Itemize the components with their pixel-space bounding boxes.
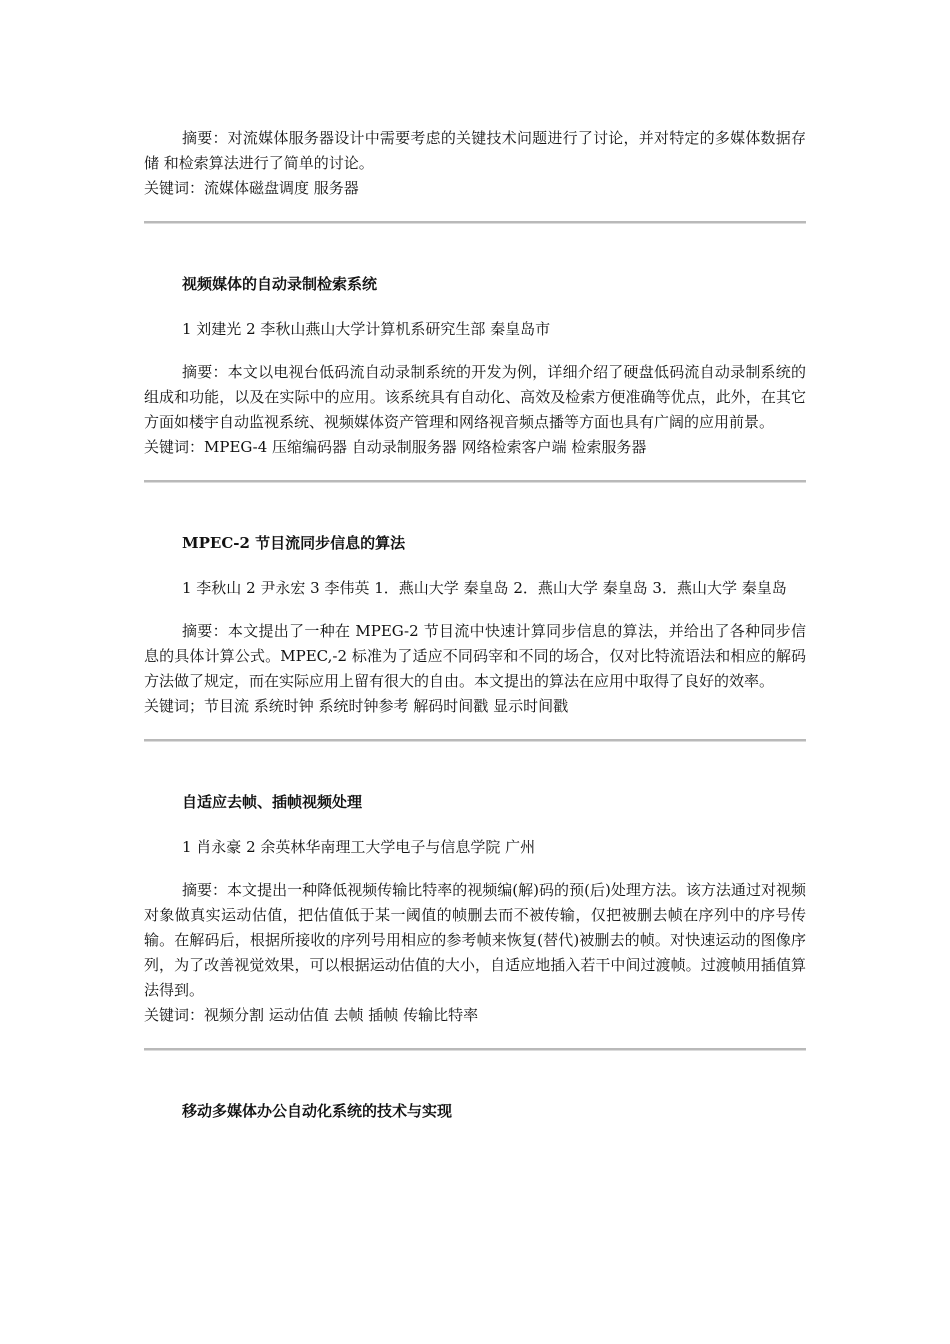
article-abstract: 摘要：本文提出了一种在 MPEG-2 节目流中快速计算同步信息的算法，并给出了各种同步信息的具体计算公式。MPEC,-2 标准为了适应不同码宰和不同的场合，仅对比特流语法和相应的解码方法做了规定，而在实际应用上留有很大的自由。本文提出的算法在应用中取得了良好的效率。: [144, 622, 806, 690]
article-title: 移动多媒体办公自动化系统的技术与实现: [182, 1102, 453, 1120]
article-keywords: 关键词：视频分割 运动估值 去帧 插帧 传输比特率: [144, 1006, 479, 1024]
article-title: 自适应去帧、插帧视频处理: [182, 793, 363, 811]
article-abstract: 摘要：本文以电视台低码流自动录制系统的开发为例，详细介绍了硬盘低码流自动录制系统的组成和功能，以及在实际中的应用。该系统具有自动化、高效及检索方便准确等优点，此外，在其它方面如楼宇自动监视系统、视频媒体资产管理和网络视音频点播等方面也具有广阔的应用前景。: [144, 363, 806, 431]
article-abstract: 摘要：本文提出一种降低视频传输比特率的视频编(解)码的预(后)处理方法。该方法通过对视频对象做真实运动估值，把估值低于某一阈值的帧删去而不被传输，仅把被删去帧在序列中的序号传输。在解码后，根据所接收的序列号用相应的参考帧来恢复(替代)被删去的帧。对快速运动的图像序列，为了改善视觉效果，可以根据运动估值的大小，自适应地插入若干中间过渡帧。过渡帧用插值算法得到。: [144, 881, 806, 999]
document-page: [144, 126, 806, 1124]
article-authors: 1 李秋山 2 尹永宏 3 李伟英 1．燕山大学 秦皇岛 2．燕山大学 秦皇岛 3．燕山大学 秦皇岛: [182, 579, 787, 597]
intro-abstract: 摘要：对流媒体服务器设计中需要考虑的关键技术问题进行了讨论，并对特定的多媒体数据存储 和检索算法进行了简单的讨论。: [144, 129, 806, 172]
article-keywords: 关键词；节目流 系统时钟 系统时钟参考 解码时间戳 显示时间戳: [144, 697, 569, 715]
article-authors: 1 肖永豪 2 余英林华南理工大学电子与信息学院 广州: [182, 838, 536, 856]
article-title: 视频媒体的自动录制检索系统: [182, 275, 378, 293]
article-keywords: 关键词：MPEG-4 压缩编码器 自动录制服务器 网络检索客户端 检索服务器: [144, 438, 647, 456]
article-title: MPEC-2 节目流同步信息的算法: [182, 534, 406, 552]
intro-keywords: 关键词：流媒体磁盘调度 服务器: [144, 179, 359, 197]
article-authors: 1 刘建光 2 李秋山燕山大学计算机系研究生部 秦皇岛市: [182, 320, 551, 338]
